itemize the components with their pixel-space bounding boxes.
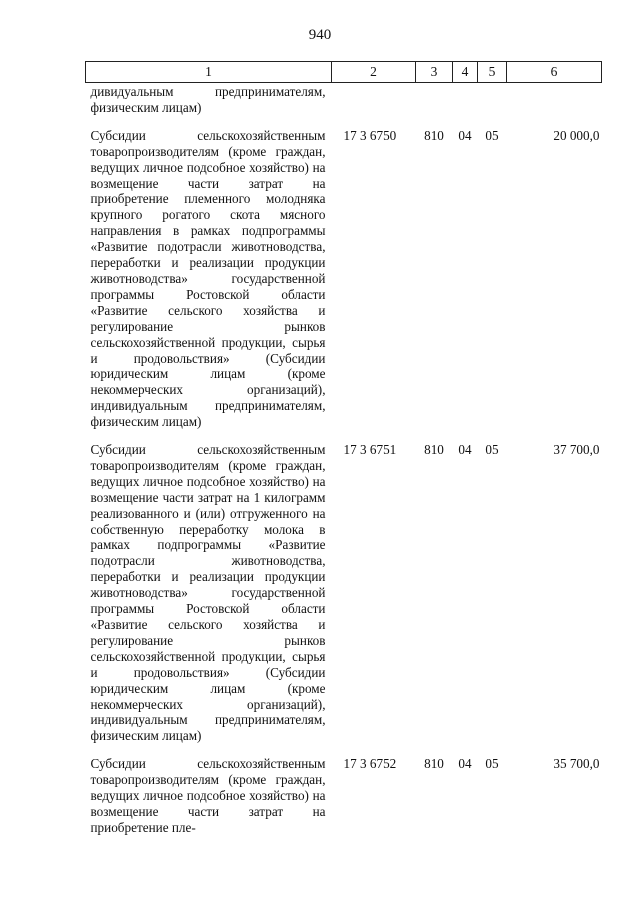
page-number: 940 [308, 27, 332, 43]
row-description: Субсидии сельскохозяйственным товаропроизводителям (кроме граждан, ведущих личное подсобное хозяйство) на возмещение части затрат на приобретение пле- [90, 756, 326, 835]
row-subsection [478, 83, 507, 126]
row-subsection: 05 [485, 442, 499, 458]
header-col-3: 3 [416, 62, 453, 83]
row-target-code: 17 3 6751 [343, 442, 397, 458]
header-col-1: 1 [86, 62, 332, 83]
row-amount: 35 700,0 [553, 756, 600, 772]
header-col-2: 2 [332, 62, 416, 83]
row-expense-type [416, 83, 453, 126]
row-subsection: 05 [485, 756, 499, 772]
row-section: 04 [458, 756, 472, 772]
table-row [86, 126, 602, 440]
row-target-code [332, 83, 416, 126]
table-body [86, 83, 602, 846]
header-col-5: 5 [478, 62, 507, 83]
table-row [86, 440, 602, 754]
row-section: 04 [458, 442, 472, 458]
row-amount [507, 83, 602, 126]
row-description: дивидуальным предпринимателям, физическим лицам) [90, 84, 326, 115]
table-row [86, 83, 602, 126]
row-expense-type: 810 [424, 756, 444, 772]
table-header [86, 62, 602, 83]
header-row [86, 62, 602, 83]
row-target-code: 17 3 6750 [343, 127, 397, 143]
row-description: Субсидии сельскохозяйственным товаропроизводителям (кроме граждан, ведущих личное подсобное хозяйство) на возмещение части затрат на 1 килограмм реализованного и (или) отгруженного на собственную переработку молока в рамках подпрограммы «Развитие подотрасли животноводства, переработки и реализации продукции животноводства» государственной программы Ростовской области «Развитие сельского хозяйства и регулирование рынков сельскохозяйственной продукции, сырья и продовольствия» (Субсидии юридическим лицам (кроме некоммерческих организаций), индивидуальным предпринимателям, физическим лицам) [90, 442, 326, 744]
row-expense-type: 810 [424, 127, 444, 143]
header-col-4: 4 [453, 62, 478, 83]
budget-table [85, 61, 602, 846]
row-amount: 37 700,0 [553, 442, 600, 458]
row-expense-type: 810 [424, 442, 444, 458]
row-section: 04 [458, 127, 472, 143]
row-amount: 20 000,0 [553, 127, 600, 143]
header-col-6: 6 [507, 62, 602, 83]
row-description: Субсидии сельскохозяйственным товаропроизводителям (кроме граждан, ведущих личное подсобное хозяйство) на возмещение части затрат на приобретение племенного молодняка крупного рогатого скота мясного направления в рамках подпрограммы «Развитие подотрасли животноводства, переработки и реализации продукции животноводства» государственной программы Ростовской области «Развитие сельского хозяйства и регулирование рынков сельскохозяйственной продукции, сырья и продовольствия» (Субсидии юридическим лицам (кроме некоммерческих организаций), индивидуальным предпринимателям, физическим лицам) [90, 127, 326, 430]
row-section [453, 83, 478, 126]
row-target-code: 17 3 6752 [343, 756, 397, 772]
row-subsection: 05 [485, 127, 499, 143]
table-row [86, 754, 602, 846]
